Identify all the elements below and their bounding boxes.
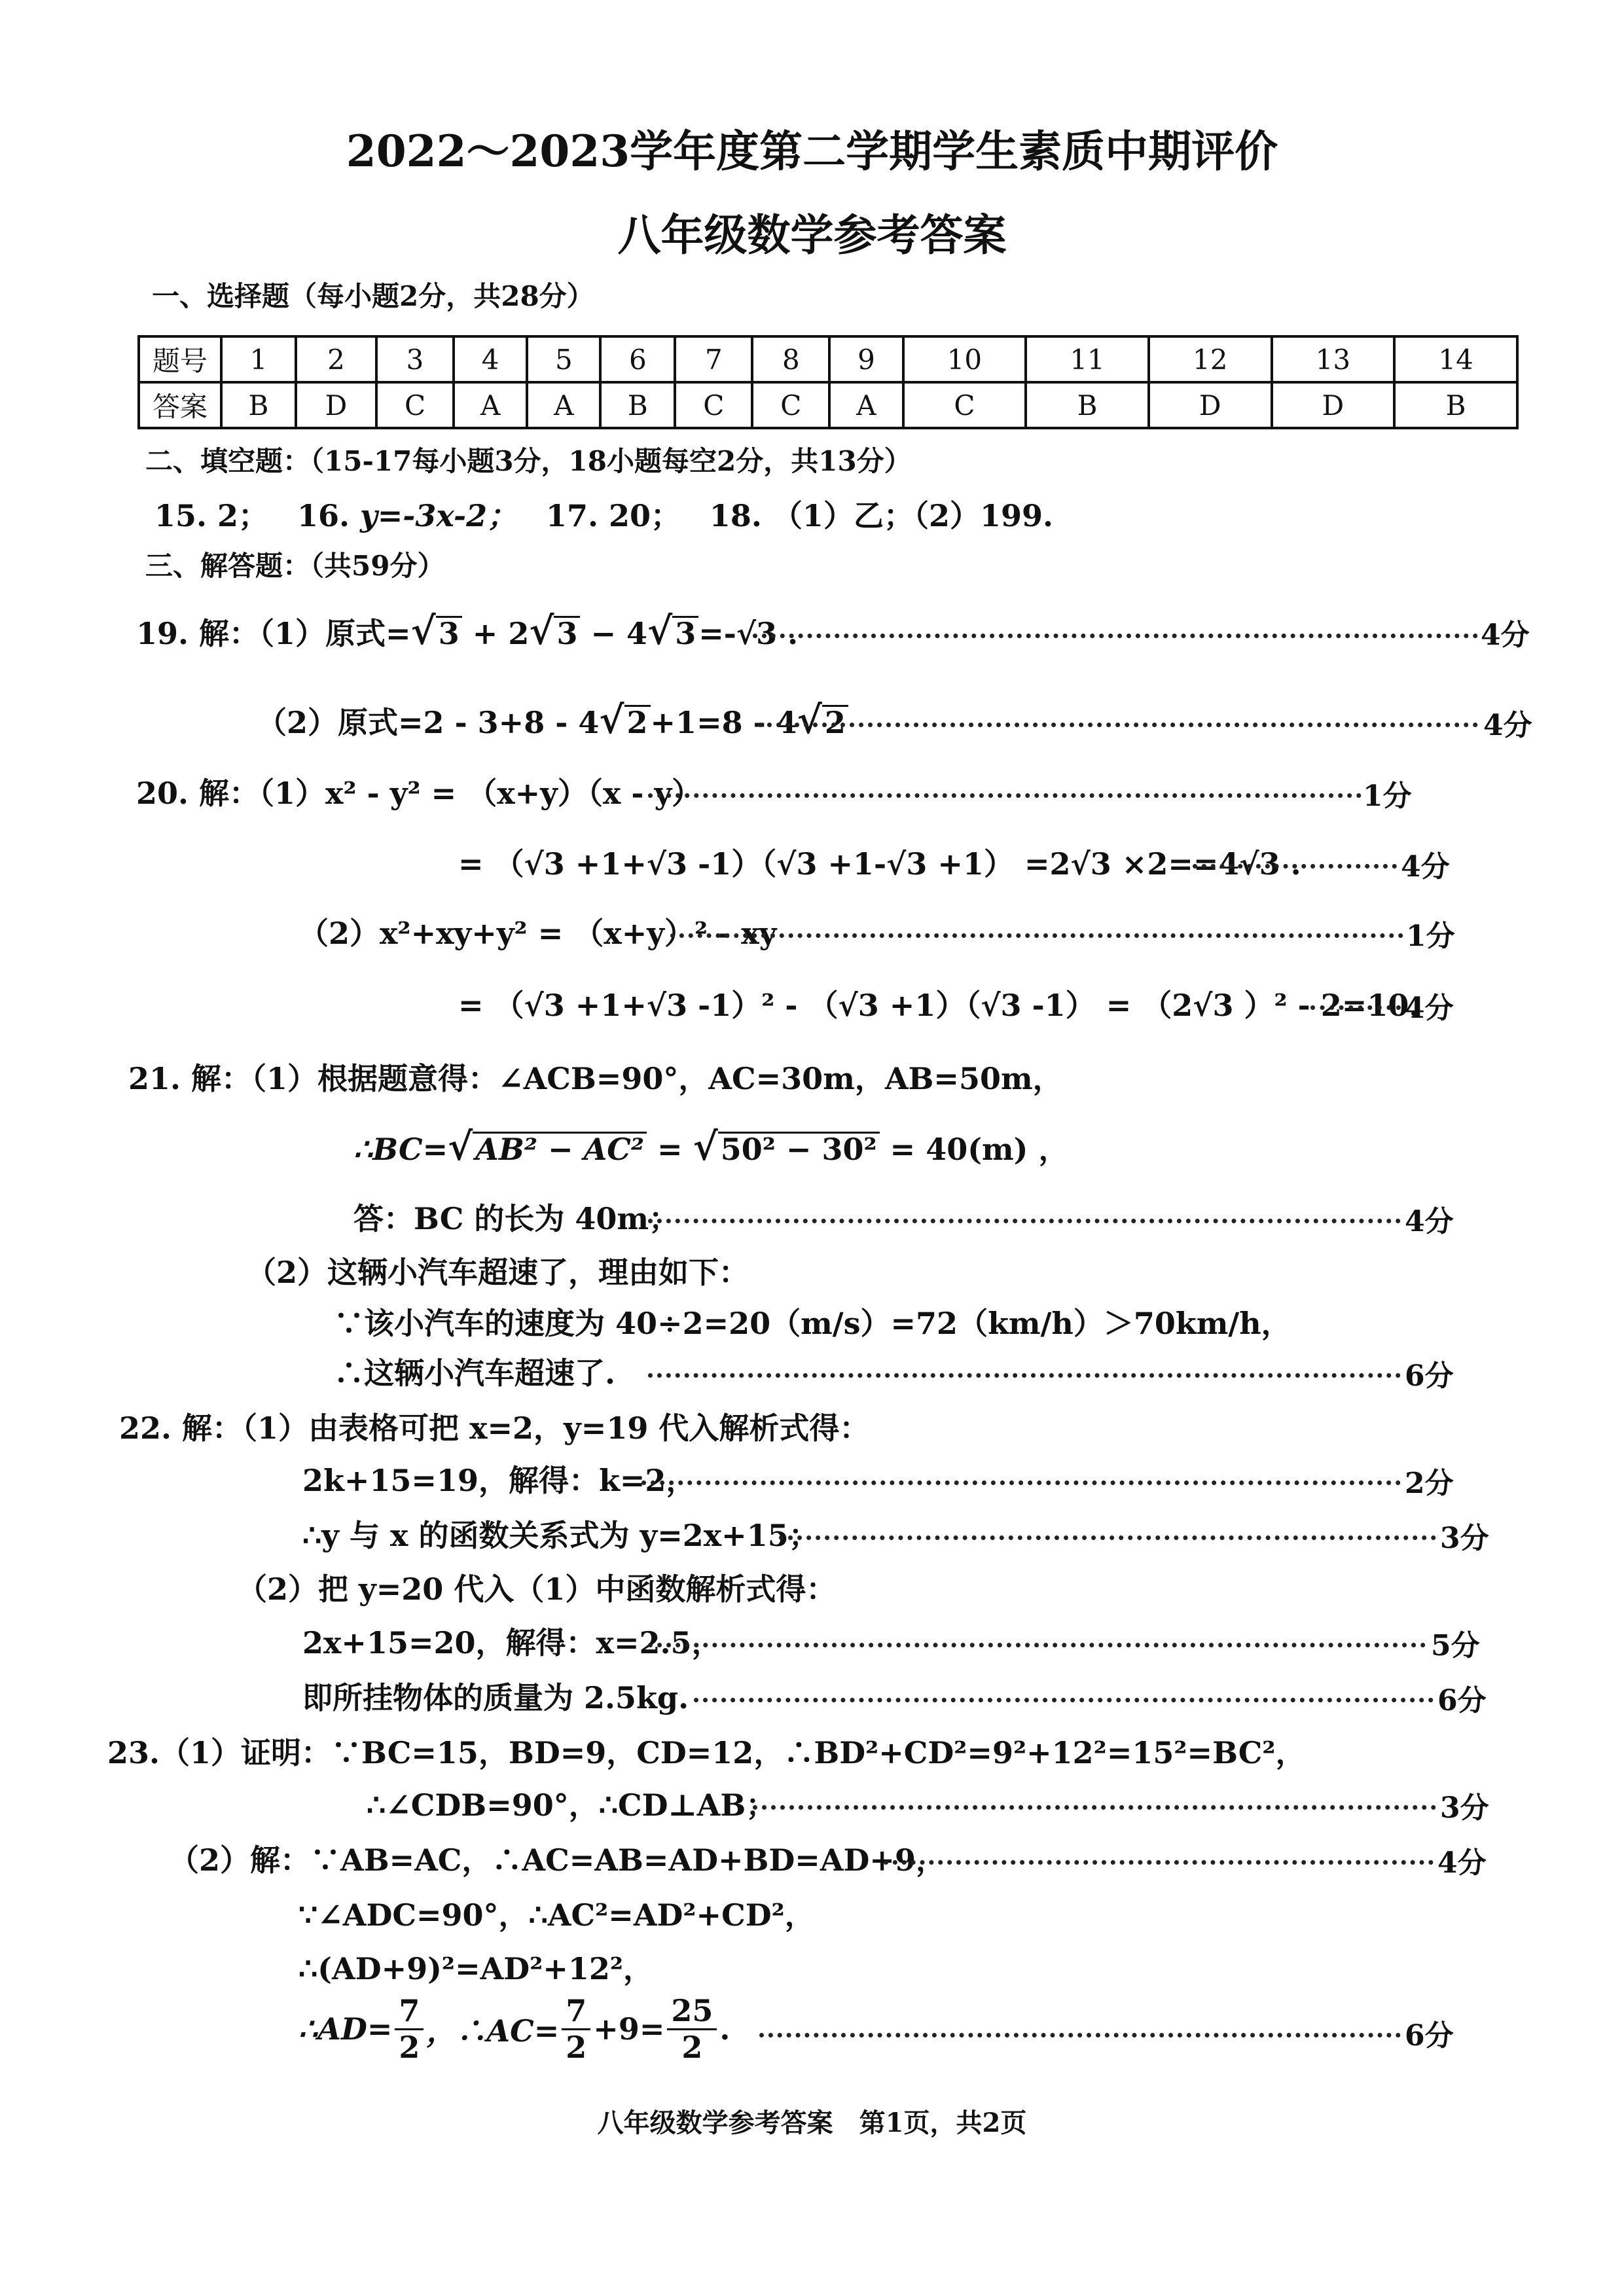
answer-cell: D [1149, 382, 1272, 428]
q16-label: 16. [297, 498, 360, 533]
fraction-7-2 [395, 1994, 424, 2065]
question-number: 6 [600, 336, 675, 382]
question-number: 3 [376, 336, 454, 382]
answer-cell: B [600, 382, 675, 428]
q20-step1: （1）x² - y² = （x+y）（x - y） [259, 776, 702, 811]
page-title: 2022～2023学年度第二学期学生素质中期评价 [346, 126, 1278, 177]
answer-cell: C [675, 382, 752, 428]
q21-step3: 答：BC 的长为 40m； [353, 1201, 679, 1236]
q18-answer: 18. （1）乙；（2）199. [709, 498, 1053, 533]
numerator: 25 [667, 1994, 717, 2030]
q20-label: 20. 解： [136, 776, 260, 811]
q23-step6-mid1: ，∴AC= [426, 2013, 560, 2049]
answer-cell: B [221, 382, 296, 428]
fraction-25-2 [667, 1994, 717, 2065]
denominator: 2 [399, 2029, 420, 2065]
q23-step2: ∴∠CDB=90°，∴CD⊥AB； [367, 1787, 776, 1823]
leader-dots [1193, 864, 1397, 869]
score-label: 2分 [1405, 1467, 1454, 1500]
q23-label: 23. [107, 1735, 160, 1770]
answer-cell: C [903, 382, 1026, 428]
answer-row [139, 382, 1517, 428]
q15-answer: 15. 2； [154, 498, 269, 533]
answer-cell: A [829, 382, 903, 428]
leader-dots [758, 723, 1478, 727]
score-label: 3分 [1440, 1791, 1489, 1825]
q19-part1-prefix: （1）原式= [259, 616, 411, 651]
q22-step3: ∴y 与 x 的函数关系式为 y=2x+15； [302, 1518, 819, 1553]
q16-answer: y=-3x-2； [359, 498, 518, 533]
section1-heading: 一、选择题（每小题2分，共28分） [152, 280, 594, 312]
q21-label: 21. 解： [128, 1061, 252, 1096]
q20-step3: （2）x²+xy+y² = （x+y）² - xy [298, 916, 777, 951]
q23-step6-prefix: ∴AD= [298, 2011, 393, 2047]
question-number: 5 [527, 336, 600, 382]
answer-table [137, 335, 1519, 429]
score-label: 6分 [1437, 1684, 1487, 1717]
score-label: 4分 [1437, 1846, 1487, 1880]
answer-cell: C [376, 382, 454, 428]
question-number: 7 [675, 336, 752, 382]
leader-dots [648, 793, 1362, 798]
leader-dots [1310, 1005, 1401, 1010]
score-label: 4分 [1401, 850, 1450, 884]
leader-dots [641, 1480, 1401, 1485]
leader-dots [648, 1643, 1426, 1647]
numerator: 7 [562, 1994, 590, 2030]
q21-step1: （1）根据题意得：∠ACB=90°，AC=30m，AB=50m， [251, 1061, 1063, 1096]
fill-answers [154, 492, 1053, 535]
leader-dots [648, 1373, 1401, 1378]
section3-heading: 三、解答题：（共59分） [145, 550, 445, 582]
answer-cell: D [296, 382, 376, 428]
q19-label: 19. 解： [136, 616, 260, 651]
leader-dots [694, 1698, 1434, 1702]
q23-step4: ∵∠ADC=90°，∴AC²=AD²+CD²， [298, 1897, 815, 1933]
leader-dots [884, 1860, 1434, 1865]
leader-dots [670, 933, 1403, 938]
question-number: 10 [903, 336, 1026, 382]
score-label: 4分 [1481, 619, 1530, 652]
q21-line1 [128, 1055, 1063, 1098]
question-number: 12 [1149, 336, 1272, 382]
q23-step6-end: . [719, 2011, 731, 2047]
answer-cell: C [752, 382, 829, 428]
fraction-7-2 [562, 1994, 590, 2065]
q23-step5: ∴(AD+9)²=AD²+12²， [298, 1951, 654, 1986]
leader-dots [779, 1535, 1436, 1540]
q23-step6-mid2: +9= [593, 2011, 665, 2047]
q23-line1 [107, 1729, 1306, 1772]
answer-cell: B [1026, 382, 1149, 428]
q20-step4: = （√3 +1+√3 -1）² - （√3 +1）（√3 -1） = （2√3 ）² - 2=10. [458, 988, 1420, 1023]
q21-radicand1: AB² − AC² [473, 1132, 647, 1165]
q23-step6 [298, 1994, 730, 2065]
score-label: 6分 [1405, 1359, 1454, 1393]
q19-part2-prefix: （2）原式=2 - 3+8 - 4 [257, 705, 600, 740]
answer-cell: A [527, 382, 600, 428]
question-number: 8 [752, 336, 829, 382]
leader-dots [759, 2033, 1401, 2037]
q19-line1: 19. 解：（1）原式=√3 + 2√3 − 4√3=-√3 . [136, 609, 799, 653]
question-number: 9 [829, 336, 903, 382]
q22-step4: （2）把 y=20 代入（1）中函数解析式得： [237, 1571, 837, 1607]
question-number: 11 [1026, 336, 1149, 382]
q22-step1: （1）由表格可把 x=2，y=19 代入解析式得： [242, 1410, 870, 1446]
score-label: 4分 [1405, 1205, 1454, 1238]
question-number: 14 [1394, 336, 1517, 382]
score-label: 1分 [1363, 780, 1412, 813]
answer-cell: B [1394, 382, 1517, 428]
answer-cell: D [1272, 382, 1395, 428]
q21-step6: ∴这辆小汽车超速了. [334, 1355, 616, 1391]
q22-line1 [119, 1405, 869, 1448]
q19-part1-result: =-√3 . [698, 616, 799, 651]
question-row [139, 336, 1517, 382]
q23-step1: （1）证明：∵BC=15，BD=9，CD=12，∴BD²+CD²=9²+12²=15²=BC²， [160, 1735, 1306, 1770]
section2-heading: 二、填空题：（15-17每小题3分，18小题每空2分，共13分） [145, 445, 912, 477]
q21-radicand2: 50² − 30² [718, 1132, 880, 1165]
q20-line1 [136, 770, 702, 813]
q21-step5: ∵该小汽车的速度为 40÷2=20（m/s）=72（km/h）＞70km/h， [334, 1306, 1291, 1341]
q17-answer: 17. 20； [545, 498, 681, 533]
leader-dots [753, 634, 1478, 638]
score-label: 6分 [1405, 2019, 1454, 2053]
numerator: 7 [395, 1994, 424, 2030]
q21-step2-prefix: ∴BC= [353, 1132, 448, 1167]
score-label: 4分 [1405, 992, 1454, 1025]
q19-line2: （2）原式=2 - 3+8 - 4√2+1=8 - 4√2 [257, 698, 848, 742]
answer-cell: A [454, 382, 527, 428]
leader-dots [648, 1219, 1401, 1223]
score-label: 1分 [1406, 920, 1455, 953]
q22-step2: 2k+15=19，解得：k=2， [302, 1463, 696, 1498]
page-footer: 八年级数学参考答案 第1页，共2页 [597, 2108, 1027, 2138]
denominator: 2 [566, 2029, 587, 2065]
question-row-label: 题号 [139, 336, 221, 382]
page-subtitle: 八年级数学参考答案 [617, 209, 1007, 260]
q22-label: 22. 解： [119, 1410, 243, 1446]
denominator: 2 [681, 2029, 703, 2065]
question-number: 1 [221, 336, 296, 382]
q19-part2-mid: +1=8 - 4 [650, 705, 797, 740]
leader-dots [753, 1805, 1436, 1810]
q23-step3: （2）解：∵AB=AC，∴AC=AB=AD+BD=AD+9， [169, 1842, 946, 1878]
q20-step2: = （√3 +1+√3 -1）（√3 +1-√3 +1） =2√3 ×2==4√3 . [458, 846, 1301, 882]
score-label: 5分 [1431, 1629, 1480, 1662]
q22-step6: 即所挂物体的质量为 2.5kg. [302, 1680, 689, 1715]
q21-step4: （2）这辆小汽车超速了，理由如下： [246, 1255, 749, 1290]
q22-step5: 2x+15=20，解得：x=2.5， [302, 1625, 722, 1660]
q21-step2-result: = 40(m) ， [890, 1132, 1069, 1167]
question-number: 4 [454, 336, 527, 382]
score-label: 3分 [1440, 1522, 1489, 1555]
score-label: 4分 [1483, 709, 1532, 742]
question-number: 2 [296, 336, 376, 382]
q21-line2: ∴BC=√AB² − AC² = √50² − 30² = 40(m) ， [353, 1124, 1069, 1169]
question-number: 13 [1272, 336, 1395, 382]
answer-row-label: 答案 [139, 382, 221, 428]
